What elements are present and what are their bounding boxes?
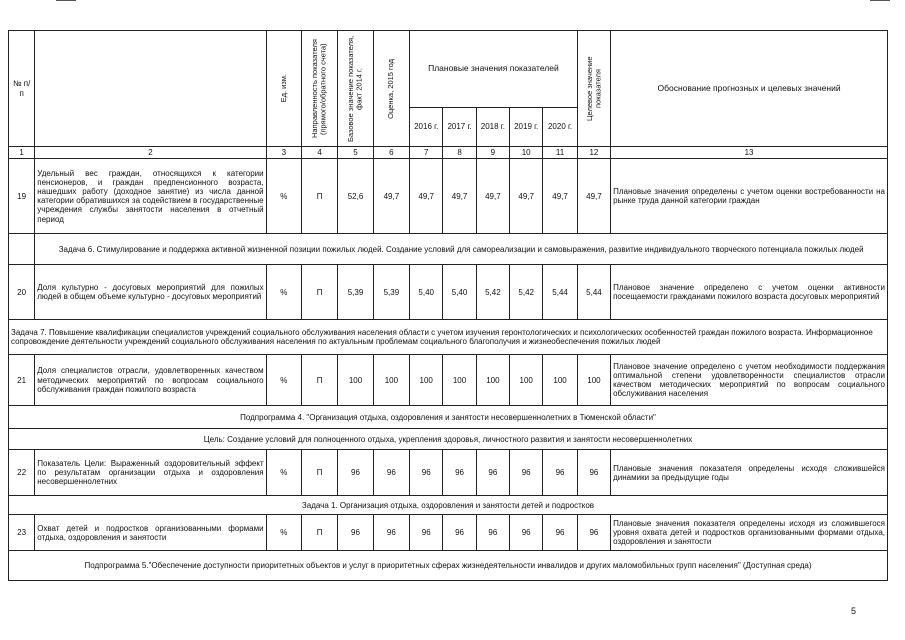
unit-cell: % (266, 450, 301, 496)
header-base: Базовое значение показателя, факт 2014 г. (338, 31, 373, 147)
col-num: 11 (543, 147, 577, 159)
year-2018: 2018 г. (476, 108, 509, 147)
basis-cell: Плановое значение определено с учетом необходимости поддержания оптимальной степени удовлетворенности специалистов отрасли качеством методических мероприятий по вопросам социального обслуживания населения (611, 355, 888, 406)
col-num: 2 (35, 147, 266, 159)
direction-cell: П (301, 265, 337, 320)
basis-cell: Плановые значения показателя определены исходя из сложившегося уровня охвата детей и подростков организованными формами отдыха, оздоровления и занятости (611, 515, 888, 551)
scan-mark (56, 0, 76, 1)
col-num: 10 (510, 147, 543, 159)
value-cell: 5,39 (373, 265, 409, 320)
col-num: 3 (266, 147, 301, 159)
value-cell: 49,7 (577, 159, 610, 234)
task-row (9, 320, 888, 355)
value-cell: 100 (373, 355, 409, 406)
value-cell: 96 (410, 515, 443, 551)
year-2017: 2017 г. (443, 108, 476, 147)
basis-cell: Плановые значения определены с учетом оценки востребованности на рынке труда данной категории граждан (611, 159, 888, 234)
value-cell: 100 (443, 355, 476, 406)
goal-heading: Цель: Создание условий для полноценного отдыха, укрепления здоровья, личностного развития и занятости несовершеннолетних (9, 429, 888, 450)
header-planned: Плановые значения показателей (410, 31, 578, 108)
value-cell: 49,7 (443, 159, 476, 234)
direction-cell: П (301, 515, 337, 551)
value-cell: 5,44 (543, 265, 577, 320)
task-7-heading: Задача 7. Повышение квалификации специалистов учреждений социального обслуживания населения области с учетом изучения геронтологических и психологических особенностей граждан пожилого возраста. Информационное сопровождение деятельности учреждений социального обслуживания населения по актуальным проблемам социального благополучия и жизнеобеспечения пожилых людей (9, 320, 888, 355)
value-cell: 96 (510, 515, 543, 551)
value-cell: 5,39 (338, 265, 373, 320)
value-cell: 96 (443, 450, 476, 496)
value-cell: 96 (373, 515, 409, 551)
header-target: Целевое значение показателя (577, 31, 610, 147)
value-cell: 96 (373, 450, 409, 496)
indicator-name: Доля специалистов отрасли, удовлетворенных качеством методических мероприятий по вопросам социального обслуживания граждан пожилого возраста (35, 355, 266, 406)
value-cell: 49,7 (410, 159, 443, 234)
task-row (9, 234, 888, 265)
header-estimate: Оценка, 2015 год (373, 31, 409, 147)
indicator-name: Доля культурно - досуговых мероприятий для пожилых людей в общем объеме культурно - досуговых мероприятий (35, 265, 266, 320)
value-cell: 52,6 (338, 159, 373, 234)
goal-row (9, 429, 888, 450)
value-cell: 49,7 (510, 159, 543, 234)
value-cell: 5,44 (577, 265, 610, 320)
col-num: 4 (301, 147, 337, 159)
row-num: 19 (9, 159, 35, 234)
col-num: 6 (373, 147, 409, 159)
value-cell: 96 (476, 515, 509, 551)
value-cell: 96 (476, 450, 509, 496)
unit-cell: % (266, 515, 301, 551)
row-num: 21 (9, 355, 35, 406)
header-direction: Направленность показателя (прямого/обратного счета) (301, 31, 337, 147)
value-cell: 96 (443, 515, 476, 551)
subprogram-5-heading: Подпрограмма 5."Обеспечение доступности приоритетных объектов и услуг в приоритетных сферах жизнедеятельности инвалидов и других маломобильных групп населения" (Доступная среда) (9, 551, 888, 581)
header-num: № п/п (9, 31, 35, 147)
table-row (9, 355, 888, 406)
year-2020: 2020 г. (543, 108, 577, 147)
year-2019: 2019 г. (510, 108, 543, 147)
direction-cell: П (301, 450, 337, 496)
value-cell: 96 (410, 450, 443, 496)
table-row (9, 515, 888, 551)
blank-cell (9, 234, 35, 265)
value-cell: 100 (577, 355, 610, 406)
indicator-name: Показатель Цели: Выраженный оздоровительный эффект по результатам организации отдыха и оздоровления несовершеннолетних (35, 450, 266, 496)
value-cell: 49,7 (373, 159, 409, 234)
value-cell: 96 (338, 450, 373, 496)
table-row (9, 159, 888, 234)
value-cell: 5,42 (476, 265, 509, 320)
unit-cell: % (266, 265, 301, 320)
value-cell: 96 (577, 515, 610, 551)
indicator-name: Удельный вес граждан, относящихся к категории пенсионеров, и граждан предпенсионного возраста, нашедших работу (доходное занятие) из числа данной категории обратившихся за содействием в государственные учреждения службы занятости населения в отчетный период (35, 159, 266, 234)
col-num: 8 (443, 147, 476, 159)
col-num: 7 (410, 147, 443, 159)
col-num: 1 (9, 147, 35, 159)
table-row (9, 450, 888, 496)
header-unit: Ед. изм. (266, 31, 301, 147)
value-cell: 100 (510, 355, 543, 406)
basis-cell: Плановое значение определено с учетом оценки активности посещаемости гражданами пожилого возраста досуговых мероприятий (611, 265, 888, 320)
value-cell: 5,40 (443, 265, 476, 320)
row-num: 20 (9, 265, 35, 320)
header-row (9, 31, 888, 108)
value-cell: 49,7 (476, 159, 509, 234)
col-num: 13 (611, 147, 888, 159)
col-num: 5 (338, 147, 373, 159)
task-row (9, 496, 888, 515)
value-cell: 5,42 (510, 265, 543, 320)
direction-cell: П (301, 159, 337, 234)
value-cell: 100 (410, 355, 443, 406)
header-basis: Обоснование прогнозных и целевых значений (611, 31, 888, 147)
col-num: 9 (476, 147, 509, 159)
unit-cell: % (266, 355, 301, 406)
header-name (35, 31, 266, 147)
value-cell: 5,40 (410, 265, 443, 320)
basis-cell: Плановые значения показателя определены исходя сложившейся динамики за предыдущие годы (611, 450, 888, 496)
row-num: 23 (9, 515, 35, 551)
subprogram-row (9, 406, 888, 429)
value-cell: 96 (510, 450, 543, 496)
task-6-heading: Задача 6. Стимулирование и поддержка активной жизненной позиции пожилых людей. Создание условий для самореализации и самовыражения, развитие индивидуального творческого потенциала пожилых людей (35, 234, 888, 265)
value-cell: 96 (338, 515, 373, 551)
value-cell: 96 (543, 450, 577, 496)
unit-cell: % (266, 159, 301, 234)
year-2016: 2016 г. (410, 108, 443, 147)
indicator-name: Охват детей и подростков организованными формами отдыха, оздоровления и занятости (35, 515, 266, 551)
value-cell: 49,7 (543, 159, 577, 234)
value-cell: 96 (543, 515, 577, 551)
column-numbers-row (9, 147, 888, 159)
value-cell: 96 (577, 450, 610, 496)
value-cell: 100 (476, 355, 509, 406)
indicators-table (8, 30, 888, 581)
value-cell: 100 (543, 355, 577, 406)
subprogram-row (9, 551, 888, 581)
col-num: 12 (577, 147, 610, 159)
value-cell: 100 (338, 355, 373, 406)
direction-cell: П (301, 355, 337, 406)
row-num: 22 (9, 450, 35, 496)
page-number: 5 (851, 606, 857, 616)
task-1-heading: Задача 1. Организация отдыха, оздоровления и занятости детей и подростков (9, 496, 888, 515)
scan-mark (870, 0, 890, 1)
subprogram-4-heading: Подпрограмма 4. "Организация отдыха, оздоровления и занятости несовершеннолетних в Тюменской области" (9, 406, 888, 429)
table-row (9, 265, 888, 320)
